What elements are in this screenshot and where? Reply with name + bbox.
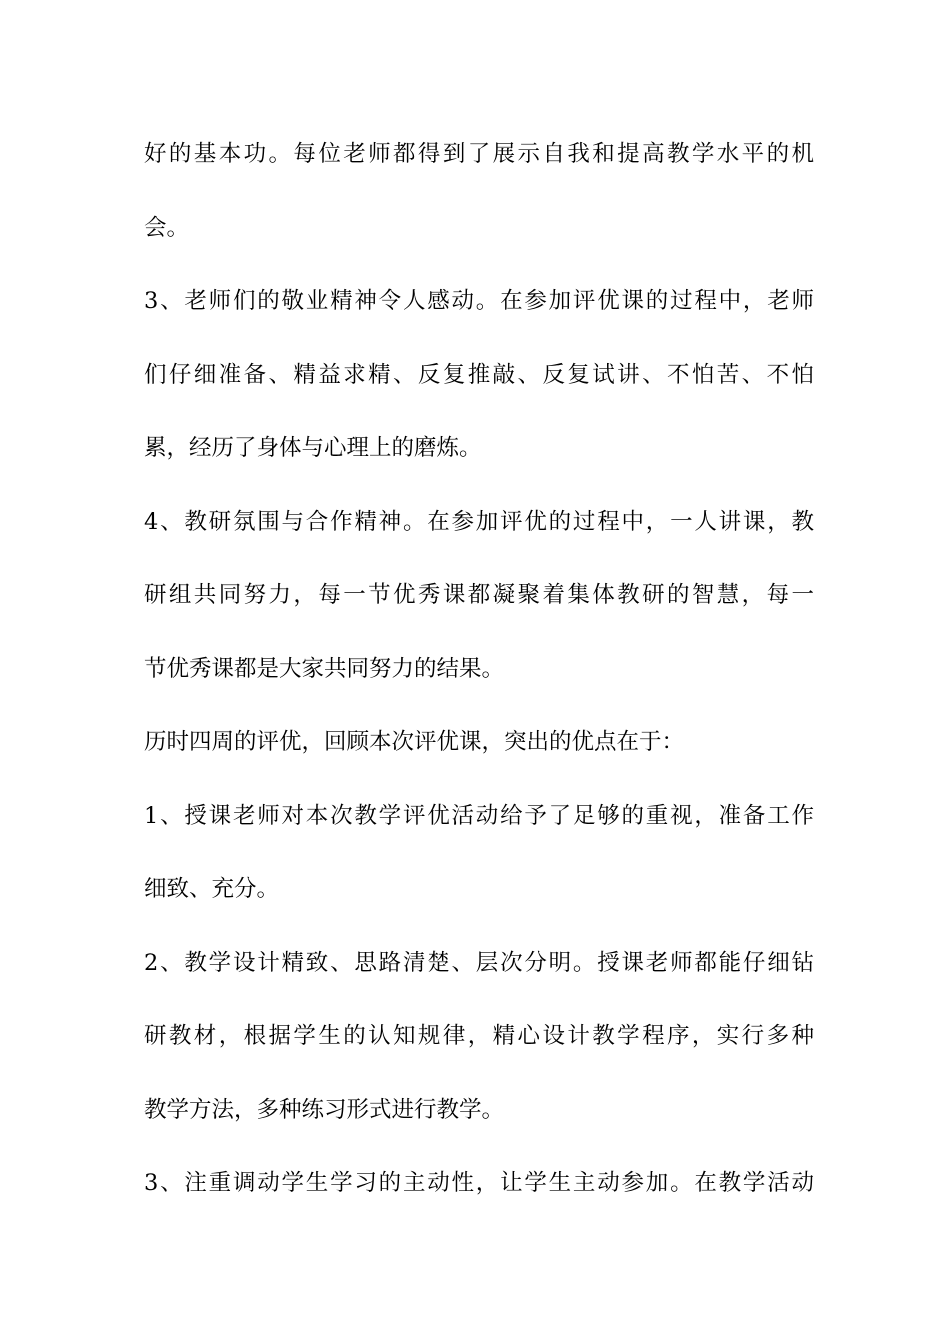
text-line: 节优秀课都是大家共同努力的结果。	[144, 655, 505, 682]
text-line: 3、老师们的敬业精神令人感动。在参加评优课的过程中，老师	[144, 288, 814, 314]
text-line: 会。	[144, 214, 190, 241]
text-line: 2、教学设计精致、思路清楚、层次分明。授课老师都能仔细钻	[144, 949, 814, 976]
text-line: 累，经历了身体与心理上的磨炼。	[144, 435, 482, 461]
text-line: 研教材，根据学生的认知规律，精心设计教学程序，实行多种	[144, 1023, 814, 1049]
text-line: 细致、充分。	[144, 876, 280, 902]
text-line: 3、注重调动学生学习的主动性，让学生主动参加。在教学活动	[144, 1170, 814, 1196]
text-line: 4、教研氛围与合作精神。在参加评优的过程中，一人讲课，教	[144, 508, 814, 535]
body-text	[144, 132, 814, 1235]
text-line: 研组共同努力，每一节优秀课都凝聚着集体教研的智慧，每一	[144, 582, 814, 608]
text-line: 教学方法，多种练习形式进行教学。	[144, 1096, 505, 1123]
text-line: 1、授课老师对本次教学评优活动给予了足够的重视，准备工作	[144, 802, 814, 829]
text-line: 们仔细准备、精益求精、反复推敲、反复试讲、不怕苦、不怕	[144, 361, 814, 388]
text-line: 好的基本功。每位老师都得到了展示自我和提高教学水平的机	[144, 141, 814, 167]
text-line: 历时四周的评优，回顾本次评优课，突出的优点在于：	[144, 729, 685, 755]
